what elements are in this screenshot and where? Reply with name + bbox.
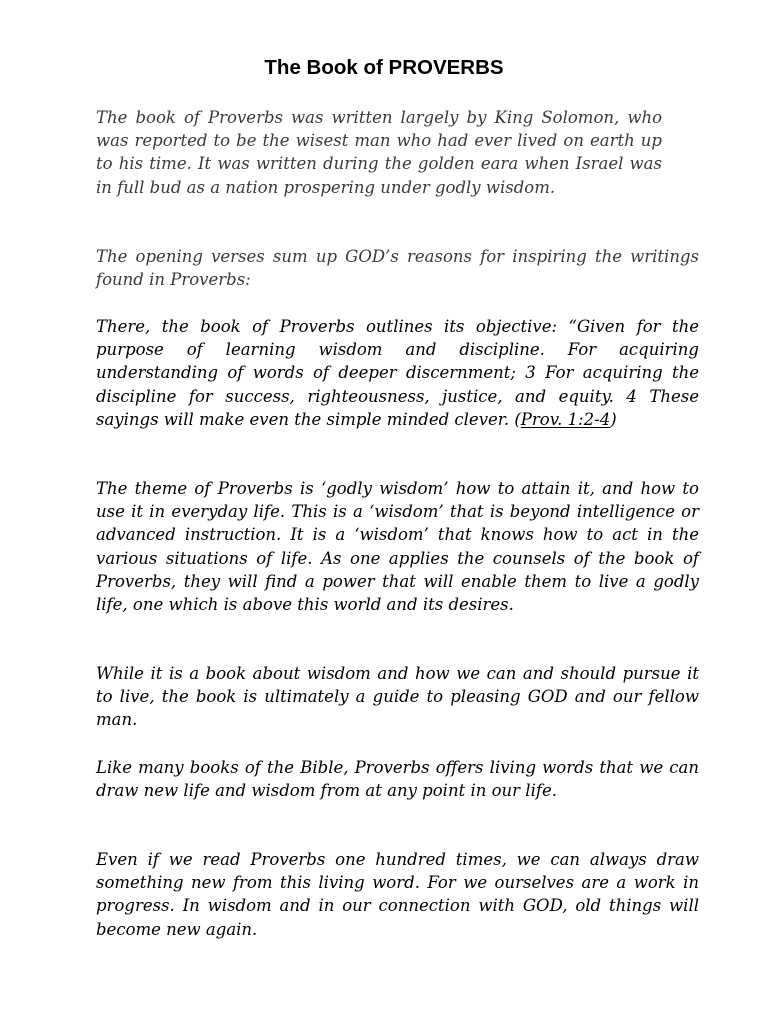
- objective-close-paren: ): [610, 409, 617, 429]
- paragraph-theme: The theme of Proverbs is ‘godly wisdom’ how to attain it, and how to use it in everyday life. This is a ‘wisdom’ that is beyond intelligence or advanced instruction. It is a ‘wisdom’ that knows how to act in the various situations of life. As one applies the counsels of the book of Proverbs, they will find a power that will enable them to live a godly life, one which is above this world and its desires.: [96, 479, 699, 615]
- paragraph-authorship: The book of Proverbs was written largely by King Solomon, who was reported to be the wisest man who had ever lived on earth up to his time. It was written during the golden eara when Israel was in full bud as a nation prospering under godly wisdom.: [96, 108, 662, 197]
- paragraph-opening-verses: The opening verses sum up GOD’s reasons for inspiring the writings found in Proverbs:: [96, 247, 699, 290]
- paragraph-living-words: Like many books of the Bible, Proverbs offers living words that we can draw new life and wisdom from at any point in our life.: [96, 758, 699, 801]
- paragraph-guide: While it is a book about wisdom and how we can and should pursue it to live, the book is ultimately a guide to pleasing GOD and our fellow man.: [96, 664, 699, 730]
- objective-text: There, the book of Proverbs outlines its objective: “Given for the purpose of learning wisdom and discipline. For acquiring understanding of words of deeper discernment; 3 For acquiring the discipline for success, righteousness, justice, and equity. 4 These sayings will make even the simple minded clever. (: [96, 317, 699, 429]
- scripture-reference-link[interactable]: Prov. 1:2-4: [520, 409, 611, 429]
- page-title: The Book of PROVERBS: [264, 56, 504, 79]
- paragraph-read-again: Even if we read Proverbs one hundred times, we can always draw something new from this living word. For we ourselves are a work in progress. In wisdom and in our connection with GOD, old things will become new again.: [96, 850, 699, 939]
- paragraph-objective: [96, 315, 699, 431]
